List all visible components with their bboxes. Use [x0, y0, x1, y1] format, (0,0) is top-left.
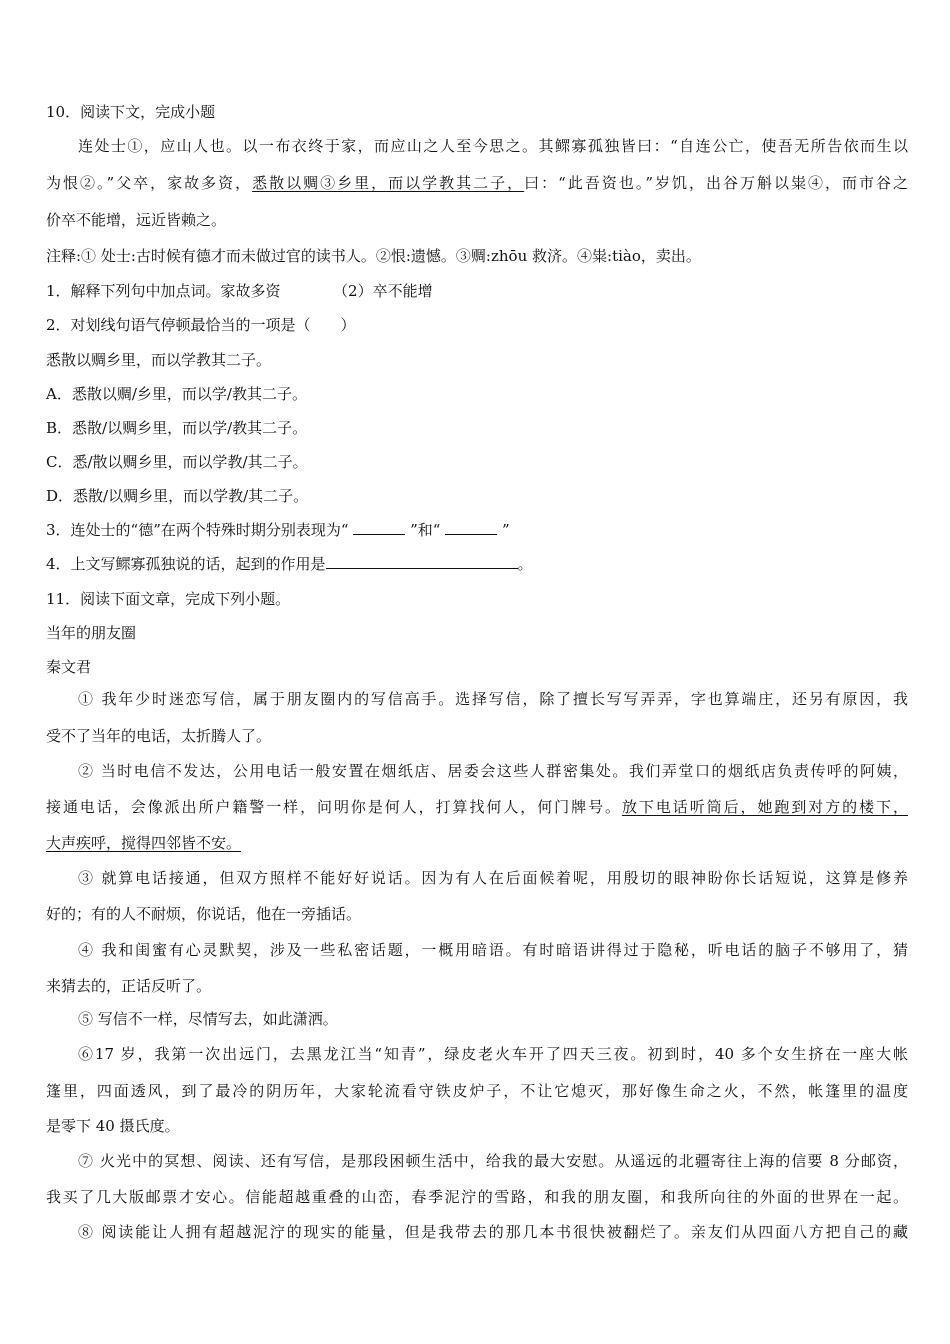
article-title: 当年的朋友圈 [46, 624, 137, 642]
passage-line: 为恨②。”父卒，家故多资，悉散以赒③乡里，而以学教其二子，曰：“此吾资也。”岁饥，出谷万斛以粜④，而市谷之 [46, 174, 908, 192]
answer-blank [445, 520, 497, 535]
paragraph-line: 好的；有的人不耐烦，你说话，他在一旁插话。 [46, 905, 362, 923]
paragraph-line: 接通电话，会像派出所户籍警一样，问明你是何人，打算找何人，何门牌号。放下电话听筒后，她跑到对方的楼下， [46, 798, 908, 816]
paragraph-line: ⑥17 岁，我第一次出远门，去黑龙江当“知青”，绿皮老火车开了四天三夜。初到时，40 多个女生挤在一座大帐 [78, 1045, 908, 1063]
notes: 注释:① 处士:古时候有德才而未做过官的读书人。②恨:遗憾。③赒:zhōu 救济。④粜:tiào，卖出。 [46, 247, 701, 265]
underlined-sentence: 大声疾呼，搅得四邻皆不安。 [46, 834, 242, 852]
paragraph-line: 篷里，四面透风，到了最冷的阴历年，大家轮流看守铁皮炉子，不让它熄灭，那好像生命之火，不然，帐篷里的温度 [46, 1082, 908, 1100]
sub-question-2-sentence: 悉散以赒乡里，而以学教其二子。 [46, 351, 272, 369]
paragraph-line: ① 我年少时迷恋写信，属于朋友圈内的写信高手。选择写信，除了擅长写写弄弄，字也算端庄，还另有原因，我 [78, 690, 908, 708]
paragraph-line: 受不了当年的电话，太折腾人了。 [46, 727, 272, 745]
underlined-sentence: 悉散以赒③乡里，而以学教其二子， [252, 174, 525, 192]
answer-blank [326, 554, 518, 569]
option-a: A．悉散以赒/乡里，而以学/教其二子。 [46, 385, 307, 403]
paragraph-line: 是零下 40 摄氏度。 [46, 1117, 180, 1135]
paragraph-line: 来猜去的，正话反听了。 [46, 977, 212, 995]
paragraph-line: ⑤ 写信不一样，尽情写去，如此潇洒。 [78, 1010, 338, 1028]
paragraph-line: ② 当时电信不发达，公用电话一般安置在烟纸店、居委会这些人群密集处。我们弄堂口的烟纸店负责传呼的阿姨， [78, 762, 908, 780]
answer-blank [353, 520, 405, 535]
option-d: D．悉散/以赒乡里，而以学教/其二子。 [46, 487, 309, 505]
passage-line: 连处士①，应山人也。以一布衣终于家，而应山之人至今思之。其鳏寡孤独皆曰：“自连公亡，使吾无所告依而生以 [78, 137, 908, 155]
option-b: B．悉散/以赒乡里，而以学/教其二子。 [46, 419, 308, 437]
sub-question-3: 3．连处士的“德”在两个特殊时期分别表现为“ ”和“ ” [46, 521, 510, 539]
article-author: 秦文君 [46, 658, 92, 676]
underlined-sentence: 放下电话听筒后，她跑到对方的楼下， [621, 798, 908, 816]
q11-heading: 11．阅读下面文章，完成下列小题。 [46, 590, 291, 608]
paragraph-line: ③ 就算电话接通，但双方照样不能好好说话。因为有人在后面候着呢，用殷切的眼神盼你长话短说，这算是修养 [78, 869, 908, 887]
sub-question-2: 2．对划线句语气停顿最恰当的一项是（ ） [46, 316, 356, 334]
paragraph-line: ⑦ 火光中的冥想、阅读、还有写信，是那段困顿生活中，给我的最大安慰。从遥远的北疆寄往上海的信要 8 分邮资， [78, 1152, 908, 1170]
sub-question-1: 1．解释下列句中加点词。家故多资 （2）卒不能增 [46, 282, 433, 300]
paragraph-line [46, 833, 908, 853]
option-c: C．悉/散以赒乡里，而以学教/其二子。 [46, 453, 308, 471]
paragraph-line: 我买了几大版邮票才安心。信能超越重叠的山峦，春季泥泞的雪路，和我的朋友圈，和我所向往的外面的世界在一起。 [46, 1188, 908, 1206]
q10-heading: 10．阅读下文，完成小题 [46, 103, 216, 121]
sub-question-4: 4．上文写鳏寡孤独说的话，起到的作用是 。 [46, 555, 533, 573]
passage-line: 价卒不能增，远近皆赖之。 [46, 211, 227, 229]
paragraph-line: ⑧ 阅读能让人拥有超越泥泞的现实的能量，但是我带去的那几本书很快被翻烂了。亲友们从四面八方把自己的藏 [78, 1223, 908, 1241]
paragraph-line: ④ 我和闺蜜有心灵默契，涉及一些私密话题，一概用暗语。有时暗语讲得过于隐秘，听电话的脑子不够用了，猜 [78, 941, 908, 959]
